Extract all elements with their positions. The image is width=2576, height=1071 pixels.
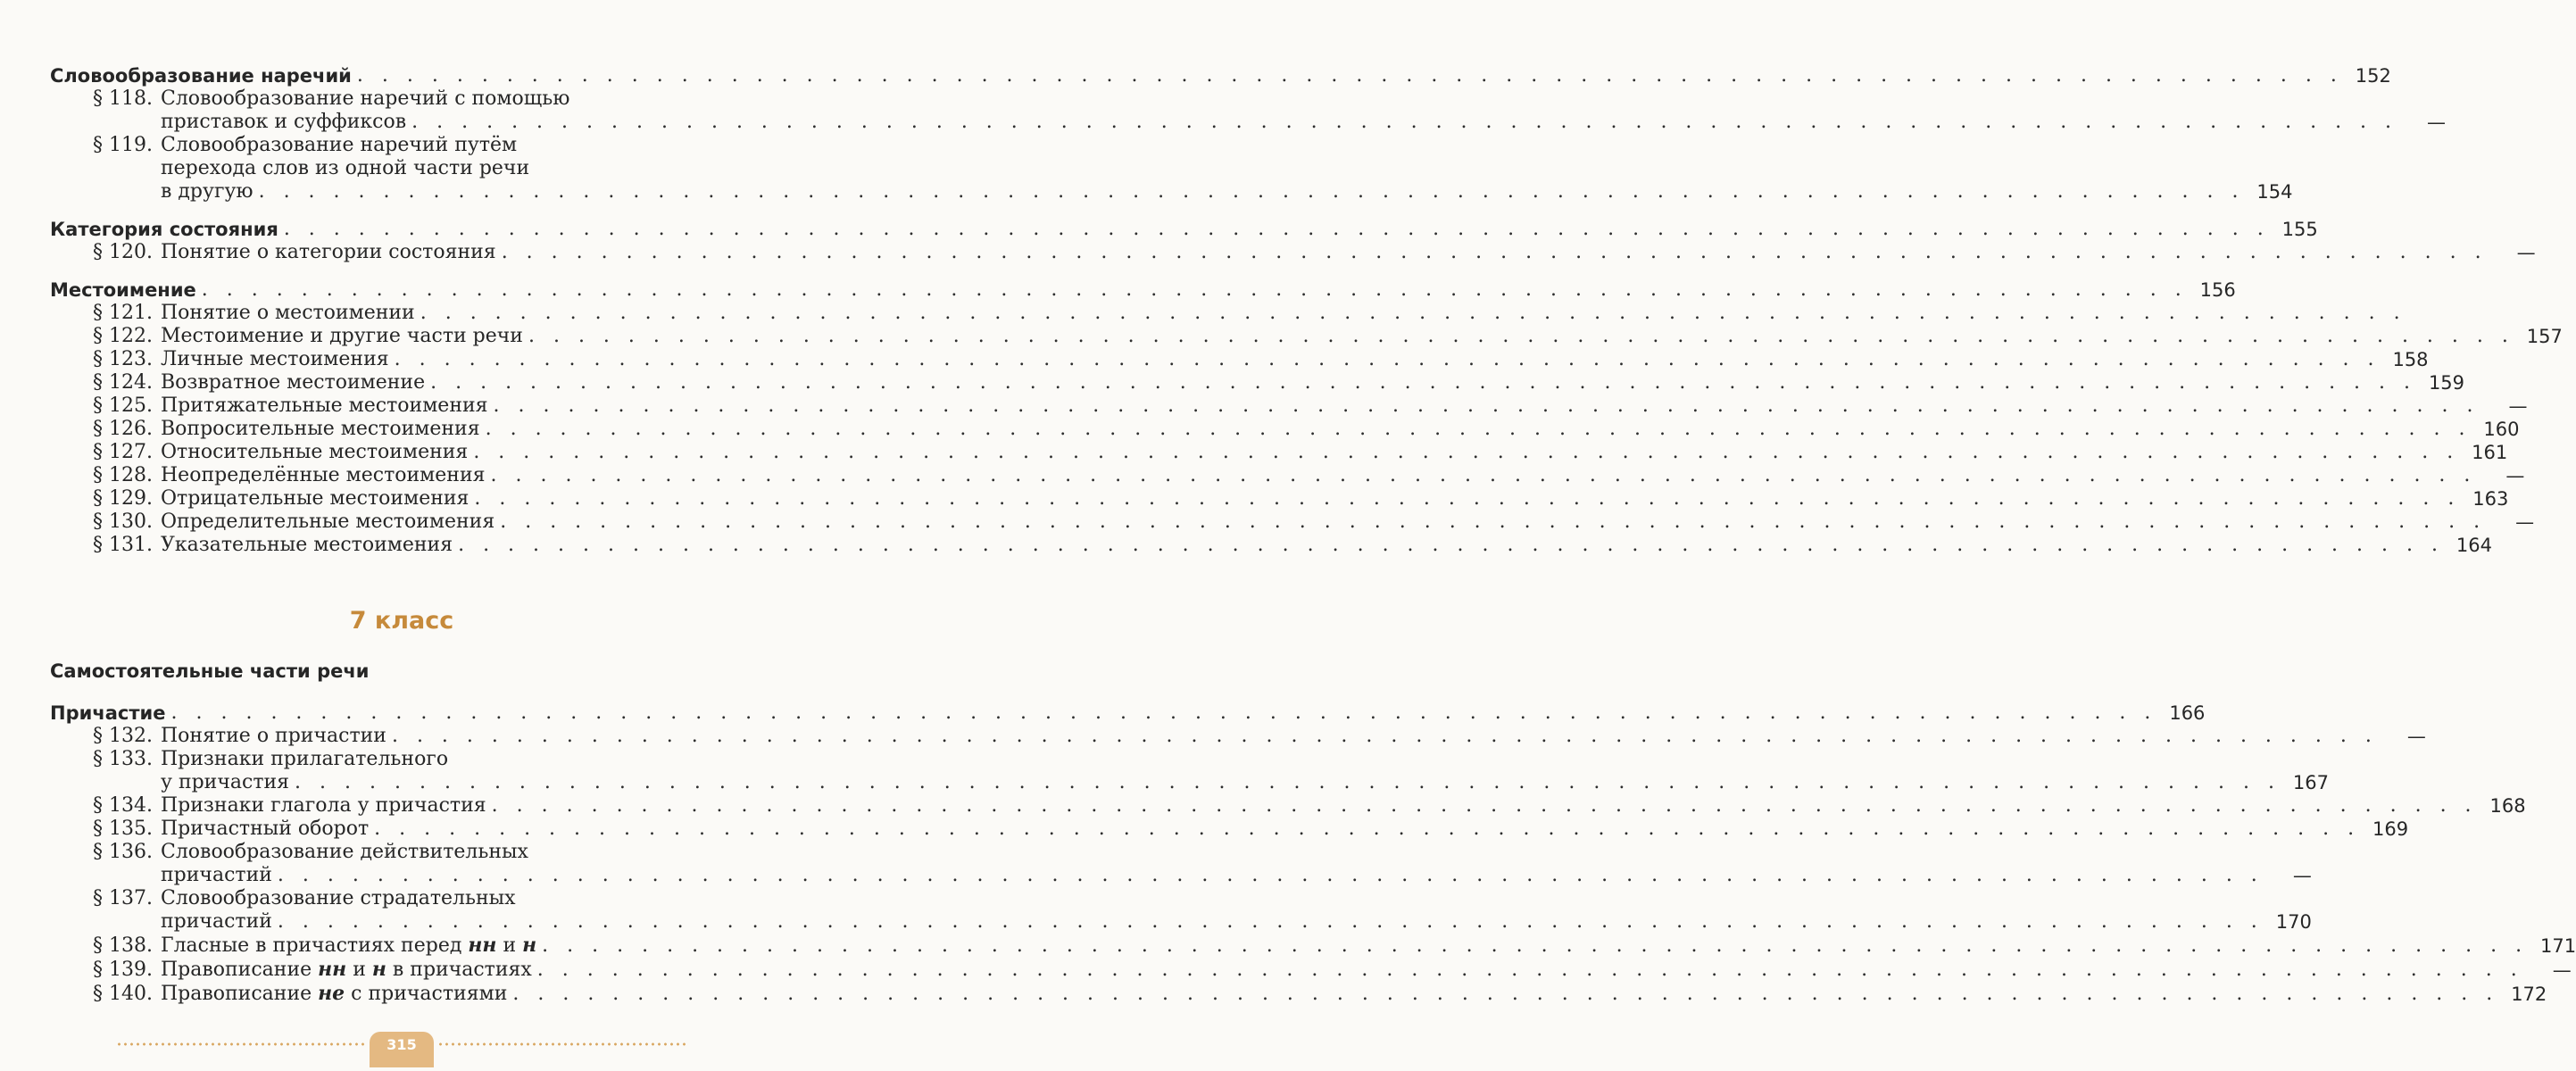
paragraph-title: Словообразование наречий с помощью — [161, 87, 570, 110]
toc-entry-line — [50, 534, 2492, 557]
toc-entry-line — [50, 87, 741, 111]
toc-paragraph — [50, 887, 2312, 934]
toc-paragraph — [50, 725, 2426, 748]
dot-leader: . . . . . . . . . . . . . . . . . . . . . . . . . . . . . . . . . . . . . . . . . . . . . . . . . . . . . . . . . . . . . . . . . . . . . . . . . . . . . . . . — [411, 111, 2398, 133]
page-number: 171 — [2539, 935, 2576, 957]
toc-entry-line — [50, 958, 2572, 982]
paragraph-title: Возвратное местоимение — [161, 371, 426, 394]
page-number: — — [2516, 242, 2536, 263]
toc-chapter — [50, 702, 2206, 725]
toc-entry-line — [50, 725, 2426, 748]
chapter-title: Причастие — [50, 702, 166, 724]
toc-entry-line — [50, 864, 2312, 887]
toc-paragraph — [50, 134, 2293, 203]
paragraph-number: § 129. — [93, 487, 153, 510]
page-number: — — [2292, 865, 2312, 886]
paragraph-title: Отрицательные местоимения — [161, 487, 469, 510]
toc-entry-line — [50, 910, 2312, 934]
paragraph-number: § 118. — [93, 87, 153, 110]
toc-entry-line — [50, 218, 2318, 241]
paragraph-title: Местоимение и другие части речи — [161, 325, 523, 347]
page-number: — — [2406, 726, 2426, 747]
page-number: — — [2552, 959, 2572, 981]
grade-heading: 7 класс — [349, 607, 454, 635]
page-number: 170 — [2275, 911, 2312, 933]
dot-leader: . . . . . . . . . . . . . . . . . . . . . . . . . . . . . . . . . . . . . . . . . . . . . . . . . . . . . . . . . . . . . . . . . . . . . . . . . . . . . . . . — [493, 394, 2480, 417]
footer-dotted-line-right — [437, 1042, 687, 1046]
paragraph-title: Словообразование наречий путём — [161, 134, 518, 156]
dot-leader: . . . . . . . . . . . . . . . . . . . . . . . . . . . . . . . . . . . . . . . . . . . . . . . . . . . . . . . . . . . . . . . . . . . . . . . . . . . . . . . . — [277, 910, 2264, 933]
toc-chapter — [50, 218, 2318, 241]
paragraph-number: § 119. — [93, 134, 153, 156]
toc-paragraph — [50, 325, 2563, 348]
dot-leader: . . . . . . . . . . . . . . . . . . . . . . . . . . . . . . . . . . . . . . . . . . . . . . . . . . . . . . . . . . . . . . . . . . . . . . . . . . . . . . . . — [295, 771, 2281, 793]
toc-paragraph — [50, 982, 2547, 1006]
paragraph-number: § 127. — [93, 441, 153, 463]
keyword-letters: не — [318, 982, 345, 1005]
toc-entry-line — [50, 157, 741, 180]
page-number: 160 — [2483, 419, 2520, 440]
toc-entry-line — [50, 511, 2535, 534]
page-number: — — [2508, 395, 2528, 417]
table-of-contents-part-1 — [50, 64, 2563, 557]
dot-leader: . . . . . . . . . . . . . . . . . . . . . . . . . . . . . . . . . . . . . . . . . . . . . . . . . . . . . . . . . . . . . . . . . . . . . . . . . . . . . . . . — [170, 702, 2157, 724]
paragraph-title: Вопросительные местоимения — [161, 418, 480, 440]
paragraph-number: § 121. — [93, 302, 153, 324]
paragraph-title: Указательные местоимения — [161, 534, 453, 556]
paragraph-title: перехода слов из одной части речи — [161, 157, 530, 179]
dot-leader: . . . . . . . . . . . . . . . . . . . . . . . . . . . . . . . . . . . . . . . . . . . . . . . . . . . . . . . . . . . . . . . . . . . . . . . . . . . . . . . . — [258, 180, 2245, 203]
paragraph-title: Определительные местоимения — [161, 511, 495, 533]
page-number: 172 — [2511, 984, 2547, 1005]
dot-leader: . . . . . . . . . . . . . . . . . . . . . . . . . . . . . . . . . . . . . . . . . . . . . . . . . . . . . . . . . . . . . . . . . . . . . . . . . . . . . . . . — [473, 441, 2460, 463]
paragraph-number: § 120. — [93, 241, 153, 263]
page-number: 164 — [2456, 535, 2492, 556]
toc-paragraph — [50, 441, 2508, 464]
dot-leader: . . . . . . . . . . . . . . . . . . . . . . . . . . . . . . . . . . . . . . . . . . . . . . . . . . . . . . . . . . . . . . . . . . . . . . . . . . . . . . . . — [512, 983, 2499, 1005]
toc-entry-line — [50, 702, 2206, 725]
toc-paragraph — [50, 841, 2312, 887]
dot-leader: . . . . . . . . . . . . . . . . . . . . . . . . . . . . . . . . . . . . . . . . . . . . . . . . . . . . . . . . . . . . . . . . . . . . . . . . . . . . . . . . — [374, 818, 2361, 840]
toc-entry-line — [50, 348, 2429, 371]
keyword-letters: н — [522, 934, 537, 957]
paragraph-number: § 136. — [93, 841, 153, 863]
toc-entry-line — [50, 464, 2525, 487]
toc-chapter — [50, 278, 2236, 302]
toc-paragraph — [50, 794, 2526, 818]
toc-entry-line — [50, 887, 741, 910]
paragraph-number: § 137. — [93, 887, 153, 909]
toc-entry-line — [50, 111, 2447, 134]
dot-leader: . . . . . . . . . . . . . . . . . . . . . . . . . . . . . . . . . . . . . . . . . . . . . . . . . . . . . . . . . . . . . . . . . . . . . . . . . . . . . . . . — [430, 371, 2417, 394]
dot-leader: . . . . . . . . . . . . . . . . . . . . . . . . . . . . . . . . . . . . . . . . . . . . . . . . . . . . . . . . . . . . . . . . . . . . . . . . . . . . . . . . — [528, 325, 2514, 347]
paragraph-number: § 134. — [93, 794, 153, 817]
paragraph-title: Понятие о причастии — [161, 725, 386, 747]
paragraph-number: § 140. — [93, 983, 153, 1005]
dot-leader: . . . . . . . . . . . . . . . . . . . . . . . . . . . . . . . . . . . . . . . . . . . . . . . . . . . . . . . . . . . . . . . . . . . . . . . . . . . . . . . . — [474, 487, 2461, 510]
toc-entry-line — [50, 441, 2508, 464]
paragraph-number: § 138. — [93, 934, 153, 957]
toc-paragraph — [50, 371, 2465, 394]
paragraph-title: Правописание не с причастиями — [161, 982, 508, 1005]
page-number: 169 — [2372, 818, 2409, 840]
dot-leader: . . . . . . . . . . . . . . . . . . . . . . . . . . . . . . . . . . . . . . . . . . . . . . . . . . . . . . . . . . . . . . . . . . . . . . . . . . . . . . . . — [283, 218, 2270, 240]
toc-entry-line — [50, 180, 2293, 203]
toc-entry-line — [50, 64, 2391, 87]
paragraph-number: § 124. — [93, 371, 153, 394]
paragraph-title: Правописание нн и н в причастиях — [161, 958, 532, 981]
page-number: 161 — [2472, 442, 2508, 463]
paragraph-number: § 128. — [93, 464, 153, 486]
dot-leader: . . . . . . . . . . . . . . . . . . . . . . . . . . . . . . . . . . . . . . . . . . . . . . . . . . . . . . . . . . . . . . . . . . . . . . . . . . . . . . . . — [394, 348, 2381, 370]
paragraph-title: Понятие о категории состояния — [161, 241, 496, 263]
paragraph-title: Гласные в причастиях перед нн и н — [161, 934, 537, 957]
page-number: 155 — [2281, 219, 2318, 240]
toc-entry-line — [50, 818, 2409, 841]
keyword-letters: нн — [468, 934, 497, 957]
page-number-badge: 315 — [370, 1032, 434, 1067]
page-number: — — [2505, 465, 2525, 486]
toc-entry-line — [50, 302, 2406, 325]
toc-paragraph — [50, 511, 2535, 534]
paragraph-title: причастий — [161, 864, 272, 886]
dot-leader: . . . . . . . . . . . . . . . . . . . . . . . . . . . . . . . . . . . . . . . . . . . . . . . . . . . . . . . . . . . . . . . . . . . . . . . . . . . . . . . . — [458, 534, 2444, 556]
paragraph-number: § 135. — [93, 818, 153, 840]
chapter-title: Местоимение — [50, 279, 196, 301]
page-number: — — [2515, 511, 2535, 533]
paragraph-title: Словообразование страдательных — [161, 887, 516, 909]
paragraph-title: приставок и суффиксов — [161, 111, 407, 133]
dot-leader: . . . . . . . . . . . . . . . . . . . . . . . . . . . . . . . . . . . . . . . . . . . . . . . . . . . . . . . . . . . . . . . . . . . . . . . . . . . . . . . . — [490, 464, 2477, 486]
chapter-title: Словообразование наречий — [50, 65, 352, 87]
page-number: 168 — [2489, 795, 2526, 817]
section-heading: Самостоятельные части речи — [50, 660, 370, 682]
paragraph-title: Причастный оборот — [161, 818, 370, 840]
paragraph-title: причастий — [161, 910, 272, 933]
toc-entry-line — [50, 771, 2329, 794]
toc-paragraph — [50, 818, 2409, 841]
paragraph-number: § 130. — [93, 511, 153, 533]
paragraph-title: в другую — [161, 180, 253, 203]
paragraph-number: § 131. — [93, 534, 153, 556]
toc-entry-line — [50, 394, 2528, 418]
dot-leader: . . . . . . . . . . . . . . . . . . . . . . . . . . . . . . . . . . . . . . . . . . . . . . . . . . . . . . . . . . . . . . . . . . . . . . . . . . . . . . . . — [536, 959, 2523, 981]
toc-paragraph — [50, 418, 2520, 441]
page-number: 167 — [2292, 772, 2329, 793]
page-number: 159 — [2428, 372, 2465, 394]
page-number: 158 — [2392, 349, 2429, 370]
paragraph-title: Признаки глагола у причастия — [161, 794, 486, 817]
toc-entry-line — [50, 982, 2547, 1006]
chapter-title: Категория состояния — [50, 219, 278, 240]
paragraph-number: § 126. — [93, 418, 153, 440]
paragraph-number: § 132. — [93, 725, 153, 747]
keyword-letters: нн — [318, 958, 347, 981]
dot-leader: . . . . . . . . . . . . . . . . . . . . . . . . . . . . . . . . . . . . . . . . . . . . . . . . . . . . . . . . . . . . . . . . . . . . . . . . . . . . . . . . — [420, 302, 2406, 324]
paragraph-title: Притяжательные местоимения — [161, 394, 488, 417]
toc-entry-line — [50, 487, 2509, 511]
toc-entry-line — [50, 134, 741, 157]
toc-entry-line — [50, 241, 2536, 264]
toc-entry-line — [50, 934, 2576, 958]
table-of-contents-part-2 — [50, 702, 2576, 1006]
page-number: 152 — [2355, 65, 2391, 87]
paragraph-title: Относительные местоимения — [161, 441, 469, 463]
dot-leader: . . . . . . . . . . . . . . . . . . . . . . . . . . . . . . . . . . . . . . . . . . . . . . . . . . . . . . . . . . . . . . . . . . . . . . . . . . . . . . . . — [277, 864, 2264, 886]
dot-leader: . . . . . . . . . . . . . . . . . . . . . . . . . . . . . . . . . . . . . . . . . . . . . . . . . . . . . . . . . . . . . . . . . . . . . . . . . . . . . . . . — [542, 934, 2529, 957]
toc-paragraph — [50, 87, 2447, 134]
toc-paragraph — [50, 958, 2572, 982]
toc-chapter — [50, 64, 2391, 87]
toc-paragraph — [50, 748, 2329, 794]
paragraph-title: у причастия — [161, 771, 290, 793]
keyword-letters: н — [371, 958, 386, 981]
page-number: — — [2427, 112, 2447, 133]
toc-paragraph — [50, 464, 2525, 487]
paragraph-title: Словообразование действительных — [161, 841, 528, 863]
toc-entry-line — [50, 325, 2563, 348]
footer-dotted-line-left — [116, 1042, 366, 1046]
dot-leader: . . . . . . . . . . . . . . . . . . . . . . . . . . . . . . . . . . . . . . . . . . . . . . . . . . . . . . . . . . . . . . . . . . . . . . . . . . . . . . . . — [500, 511, 2487, 533]
paragraph-title: Понятие о местоимении — [161, 302, 415, 324]
toc-paragraph — [50, 394, 2528, 418]
paragraph-title: Признаки прилагательного — [161, 748, 449, 770]
paragraph-number: § 122. — [93, 325, 153, 347]
toc-paragraph — [50, 241, 2536, 264]
toc-entry-line — [50, 841, 741, 864]
toc-paragraph — [50, 534, 2492, 557]
page-footer — [0, 1032, 803, 1059]
toc-paragraph — [50, 487, 2509, 511]
toc-entry-line — [50, 748, 741, 771]
toc-paragraph — [50, 348, 2429, 371]
paragraph-title: Личные местоимения — [161, 348, 389, 370]
paragraph-number: § 139. — [93, 959, 153, 981]
page-number: 157 — [2526, 326, 2563, 347]
toc-entry-line — [50, 418, 2520, 441]
toc-entry-line — [50, 371, 2465, 394]
toc-entry-line — [50, 794, 2526, 818]
page-number: 163 — [2472, 488, 2509, 510]
paragraph-number: § 123. — [93, 348, 153, 370]
toc-paragraph — [50, 934, 2576, 958]
toc-entry-line — [50, 278, 2236, 302]
page-number: 166 — [2169, 702, 2206, 724]
page-number: 154 — [2256, 181, 2293, 203]
paragraph-number: § 133. — [93, 748, 153, 770]
paragraph-number: § 125. — [93, 394, 153, 417]
dot-leader: . . . . . . . . . . . . . . . . . . . . . . . . . . . . . . . . . . . . . . . . . . . . . . . . . . . . . . . . . . . . . . . . . . . . . . . . . . . . . . . . — [491, 794, 2478, 817]
dot-leader: . . . . . . . . . . . . . . . . . . . . . . . . . . . . . . . . . . . . . . . . . . . . . . . . . . . . . . . . . . . . . . . . . . . . . . . . . . . . . . . . — [356, 64, 2343, 87]
dot-leader: . . . . . . . . . . . . . . . . . . . . . . . . . . . . . . . . . . . . . . . . . . . . . . . . . . . . . . . . . . . . . . . . . . . . . . . . . . . . . . . . — [201, 278, 2188, 301]
paragraph-title: Неопределённые местоимения — [161, 464, 486, 486]
dot-leader: . . . . . . . . . . . . . . . . . . . . . . . . . . . . . . . . . . . . . . . . . . . . . . . . . . . . . . . . . . . . . . . . . . . . . . . . . . . . . . . . — [485, 418, 2472, 440]
dot-leader: . . . . . . . . . . . . . . . . . . . . . . . . . . . . . . . . . . . . . . . . . . . . . . . . . . . . . . . . . . . . . . . . . . . . . . . . . . . . . . . . — [501, 241, 2488, 263]
dot-leader: . . . . . . . . . . . . . . . . . . . . . . . . . . . . . . . . . . . . . . . . . . . . . . . . . . . . . . . . . . . . . . . . . . . . . . . . . . . . . . . . — [391, 725, 2378, 747]
page-number: 156 — [2199, 279, 2236, 301]
toc-paragraph — [50, 302, 2406, 325]
